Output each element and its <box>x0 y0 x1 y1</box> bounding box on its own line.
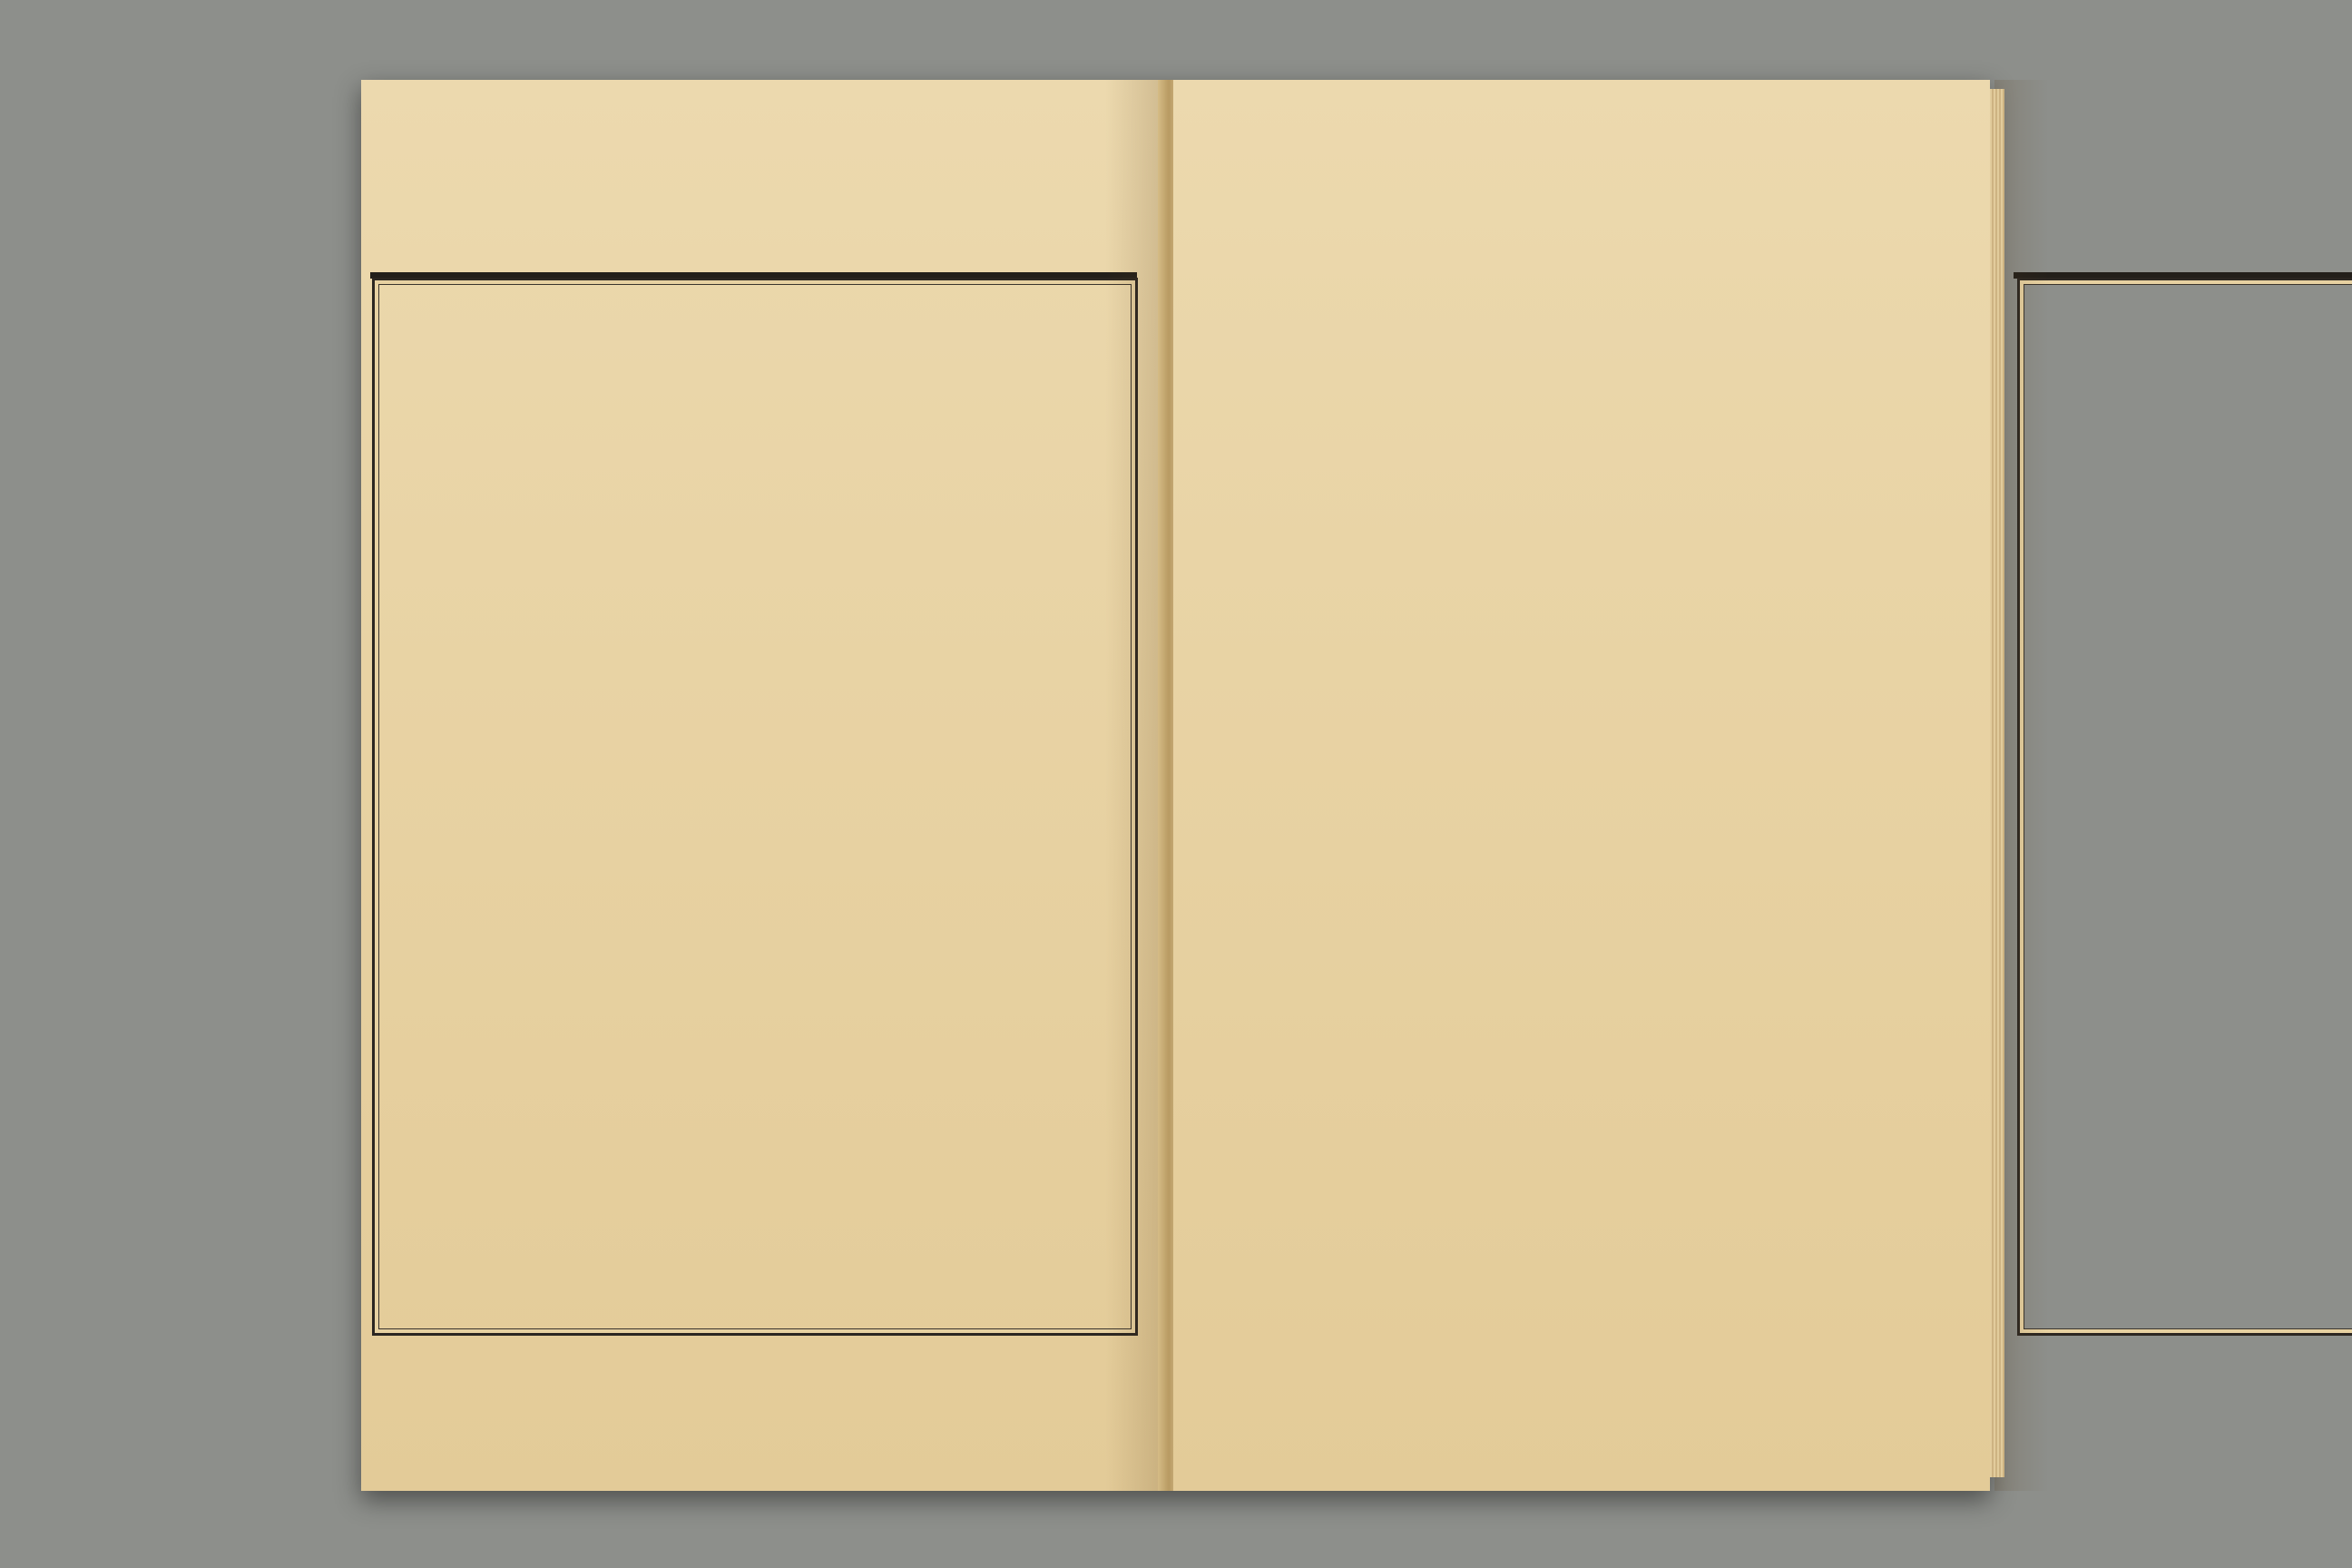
left-fold-shadow <box>1105 80 1160 1491</box>
open-book <box>361 80 1990 1491</box>
left-text-frame <box>372 278 1138 1336</box>
right-page <box>1173 80 1990 1491</box>
page-edges <box>1990 89 2004 1477</box>
left-page <box>361 80 1164 1491</box>
right-text-frame <box>2017 278 2352 1336</box>
